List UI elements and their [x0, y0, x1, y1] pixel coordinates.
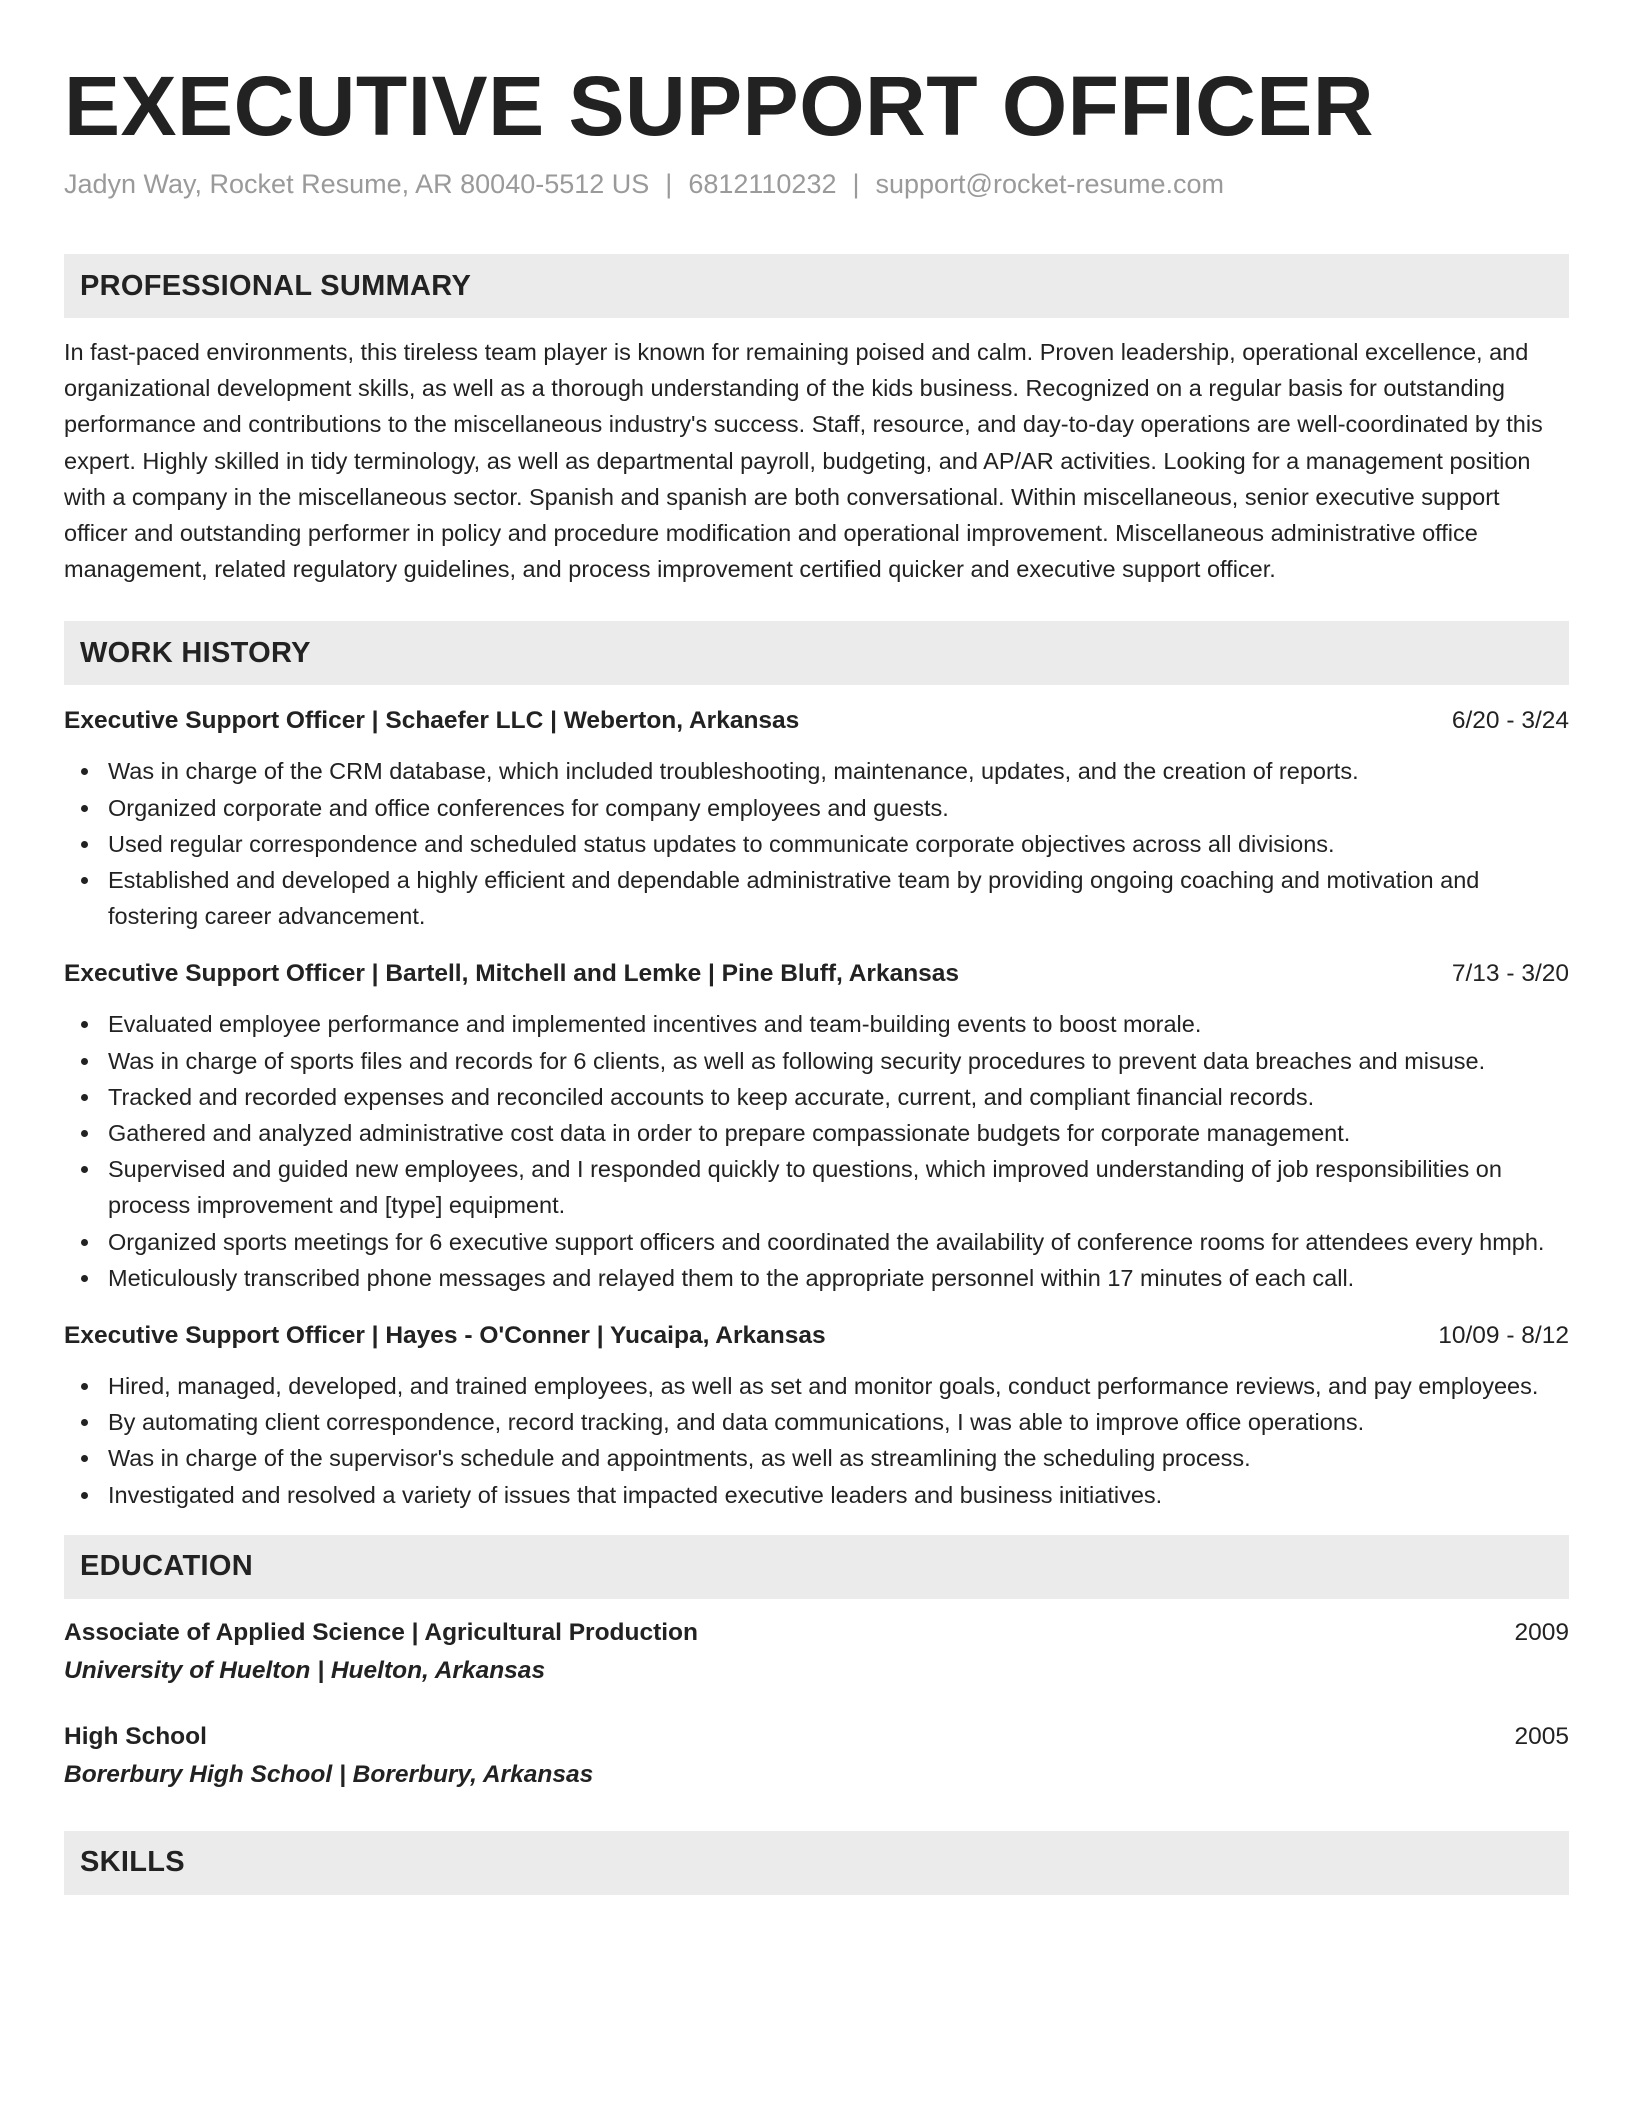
job-bullet: Investigated and resolved a variety of issues that impacted executive leaders and business initiatives.: [64, 1477, 1569, 1513]
education-degree: Associate of Applied Science | Agricultural Production: [64, 1618, 698, 1646]
job-bullet: Established and developed a highly efficient and dependable administrative team by providing ongoing coaching and motivation and fostering career advancement.: [64, 862, 1569, 934]
section-header-work-history: [64, 621, 1569, 685]
job-dates: 6/20 - 3/24: [1451, 707, 1569, 735]
section-title: SKILLS: [80, 1846, 185, 1879]
job-bullets: [64, 1368, 1569, 1513]
section-header-skills: [64, 1831, 1569, 1895]
job-header: [64, 956, 1569, 992]
section-title: WORK HISTORY: [80, 636, 311, 669]
education-degree: High School: [64, 1722, 207, 1750]
job-bullet: Was in charge of the CRM database, which included troubleshooting, maintenance, updates, and the creation of reports.: [64, 753, 1569, 789]
section-header-summary: [64, 254, 1569, 318]
job-bullet: By automating client correspondence, record tracking, and data communications, I was able to improve office operations.: [64, 1404, 1569, 1440]
section-title: EDUCATION: [80, 1550, 253, 1583]
job-title: Executive Support Officer | Schaefer LLC | Weberton, Arkansas: [64, 707, 800, 735]
summary-text: In fast-paced environments, this tireless team player is known for remaining poised and calm. Proven leadership, operational excellence, and organizational development skills, as well as a thorough understanding of the kids business. Recognized on a regular basis for outstanding performance and contributions to the miscellaneous industry's success. Staff, resource, and day-to-day operations are well-coordinated by this expert. Highly skilled in tidy terminology, as well as departmental payroll, budgeting, and AP/AR activities. Looking for a management position with a company in the miscellaneous sector. Spanish and spanish are both conversational. Within miscellaneous, senior executive support officer and outstanding performer in policy and procedure modification and operational improvement. Miscellaneous administrative office management, related regulatory guidelines, and process improvement certified quicker and executive support officer.: [64, 339, 1543, 583]
job-entry: [64, 956, 1569, 1296]
contact-email[interactable]: support@rocket-resume.com: [875, 169, 1225, 199]
education-header: [64, 1719, 1569, 1755]
education-entry: [64, 1615, 1569, 1689]
job-entry: [64, 703, 1569, 934]
education-year: 2009: [1514, 1618, 1569, 1646]
education-header: [64, 1615, 1569, 1651]
contact-separator: |: [665, 169, 673, 199]
education-school: University of Huelton | Huelton, Arkansas: [64, 1656, 546, 1684]
resume-title: EXECUTIVE SUPPORT OFFICER: [64, 59, 1374, 153]
job-title: Executive Support Officer | Hayes - O'Conner | Yucaipa, Arkansas: [64, 1322, 826, 1350]
contact-address: Jadyn Way, Rocket Resume, AR 80040-5512 US: [64, 169, 650, 199]
section-header-education: [64, 1535, 1569, 1599]
job-bullets: [64, 753, 1569, 934]
contact-line: [64, 166, 1569, 202]
education-year: 2005: [1514, 1722, 1569, 1750]
job-bullet: Supervised and guided new employees, and I responded quickly to questions, which improved understanding of job responsibilities on process improvement and [type] equipment.: [64, 1151, 1569, 1223]
job-bullet: Organized corporate and office conferences for company employees and guests.: [64, 790, 1569, 826]
job-bullet: Gathered and analyzed administrative cost data in order to prepare compassionate budgets for corporate management.: [64, 1115, 1569, 1151]
job-dates: 10/09 - 8/12: [1438, 1322, 1569, 1350]
job-header: [64, 703, 1569, 739]
job-bullet: Was in charge of the supervisor's schedule and appointments, as well as streamlining the scheduling process.: [64, 1440, 1569, 1476]
job-bullet: Evaluated employee performance and implemented incentives and team-building events to boost morale.: [64, 1006, 1569, 1042]
job-title: Executive Support Officer | Bartell, Mitchell and Lemke | Pine Bluff, Arkansas: [64, 960, 960, 988]
job-header: [64, 1318, 1569, 1354]
job-bullet: Was in charge of sports files and records for 6 clients, as well as following security procedures to prevent data breaches and misuse.: [64, 1043, 1569, 1079]
job-bullet: Hired, managed, developed, and trained employees, as well as set and monitor goals, conduct performance reviews, and pay employees.: [64, 1368, 1569, 1404]
job-bullet: Organized sports meetings for 6 executive support officers and coordinated the availability of conference rooms for attendees every hmph.: [64, 1224, 1569, 1260]
section-title: PROFESSIONAL SUMMARY: [80, 269, 472, 302]
education-school: Borerbury High School | Borerbury, Arkansas: [64, 1760, 594, 1788]
contact-phone[interactable]: 6812110232: [688, 169, 837, 199]
contact-separator: |: [852, 169, 860, 199]
job-dates: 7/13 - 3/20: [1451, 960, 1569, 988]
job-bullet: Tracked and recorded expenses and reconciled accounts to keep accurate, current, and compliant financial records.: [64, 1079, 1569, 1115]
job-bullet: Used regular correspondence and scheduled status updates to communicate corporate objectives across all divisions.: [64, 826, 1569, 862]
education-entry: [64, 1719, 1569, 1793]
job-bullet: Meticulously transcribed phone messages and relayed them to the appropriate personnel within 17 minutes of each call.: [64, 1260, 1569, 1296]
job-entry: [64, 1318, 1569, 1513]
job-bullets: [64, 1006, 1569, 1296]
